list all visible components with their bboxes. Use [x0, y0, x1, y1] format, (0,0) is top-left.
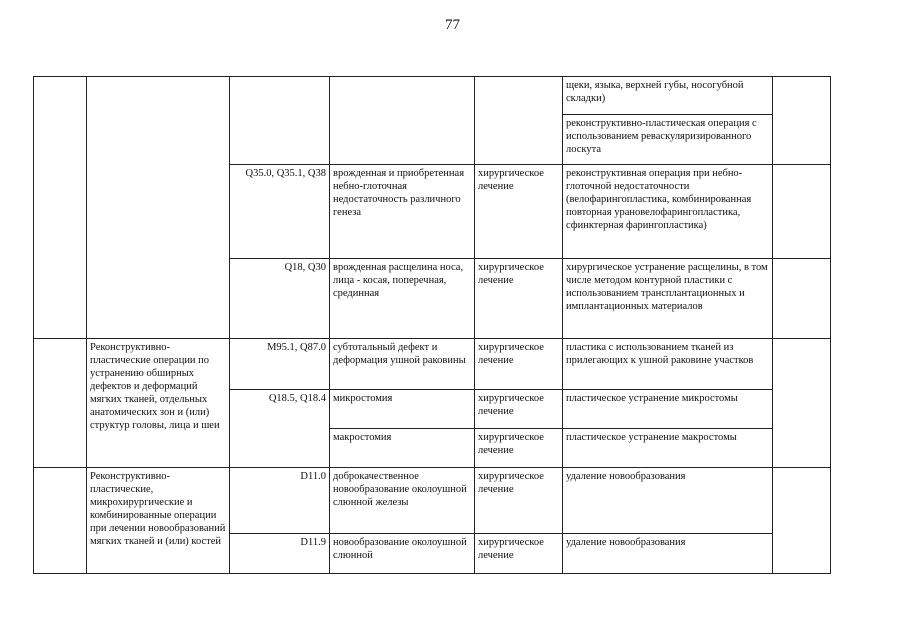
patient-model-cell: субтотальный дефект и деформация ушной раковины — [330, 339, 475, 390]
number-cell — [34, 77, 87, 339]
method-cell: реконструктивно-пластическая операция с использованием реваскуляризированного лоскута — [563, 115, 773, 165]
treatment-type-cell: хирургическое лечение — [475, 165, 563, 259]
method-cell: удаление новообразования — [563, 534, 773, 574]
cost-cell — [773, 77, 831, 165]
icd-code-cell: Q35.0, Q35.1, Q38 — [230, 165, 330, 259]
table-row — [34, 468, 831, 534]
cost-cell — [773, 339, 831, 468]
table-row — [34, 339, 831, 390]
patient-model-cell: доброкачественное новообразование околоушной слюнной железы — [330, 468, 475, 534]
cost-cell — [773, 165, 831, 259]
cost-cell — [773, 259, 831, 339]
treatment-type-cell: хирургическое лечение — [475, 468, 563, 534]
method-cell: пластическое устранение микростомы — [563, 390, 773, 429]
patient-model-cell: врожденная и приобретенная небно-глоточная недостаточность различного генеза — [330, 165, 475, 259]
medical-care-table — [33, 76, 831, 574]
method-cell: реконструктивная операция при небно-глоточной недостаточности (велофарингопластика, комбинированная повторная урановелофарингопластика, сфинктерная фарингопластика) — [563, 165, 773, 259]
method-cell: пластика с использованием тканей из прилегающих к ушной раковине участков — [563, 339, 773, 390]
care-type-cell: Реконструктивно-пластические, микрохирургические и комбинированные операции при лечении новообразований мягких тканей и (или) костей — [87, 468, 230, 574]
icd-code-cell: M95.1, Q87.0 — [230, 339, 330, 390]
treatment-type-cell: хирургическое лечение — [475, 339, 563, 390]
method-cell: удаление новообразования — [563, 468, 773, 534]
icd-code-cell — [230, 77, 330, 165]
treatment-type-cell — [475, 77, 563, 165]
patient-model-cell: врожденная расщелина носа, лица - косая, поперечная, срединная — [330, 259, 475, 339]
patient-model-cell: макростомия — [330, 429, 475, 468]
icd-code-cell: Q18, Q30 — [230, 259, 330, 339]
treatment-type-cell: хирургическое лечение — [475, 390, 563, 429]
method-cell: щеки, языка, верхней губы, носогубной складки) — [563, 77, 773, 115]
care-type-cell: Реконструктивно-пластические операции по устранению обширных дефектов и деформаций мягких тканей, отдельных анатомических зон и (или) структур головы, лица и шеи — [87, 339, 230, 468]
icd-code-cell: D11.9 — [230, 534, 330, 574]
method-cell: пластическое устранение макростомы — [563, 429, 773, 468]
treatment-type-cell: хирургическое лечение — [475, 534, 563, 574]
number-cell — [34, 339, 87, 468]
patient-model-cell: новообразование околоушной слюнной — [330, 534, 475, 574]
treatment-type-cell: хирургическое лечение — [475, 429, 563, 468]
icd-code-cell: Q18.5, Q18.4 — [230, 390, 330, 468]
page-number: 77 — [445, 17, 460, 33]
method-cell: хирургическое устранение расщелины, в том числе методом контурной пластики с использованием трансплантационных и имплантационных материалов — [563, 259, 773, 339]
number-cell — [34, 468, 87, 574]
patient-model-cell: микростомия — [330, 390, 475, 429]
care-type-cell — [87, 77, 230, 339]
icd-code-cell: D11.0 — [230, 468, 330, 534]
table-row — [34, 77, 831, 115]
treatment-type-cell: хирургическое лечение — [475, 259, 563, 339]
cost-cell — [773, 468, 831, 574]
patient-model-cell — [330, 77, 475, 165]
